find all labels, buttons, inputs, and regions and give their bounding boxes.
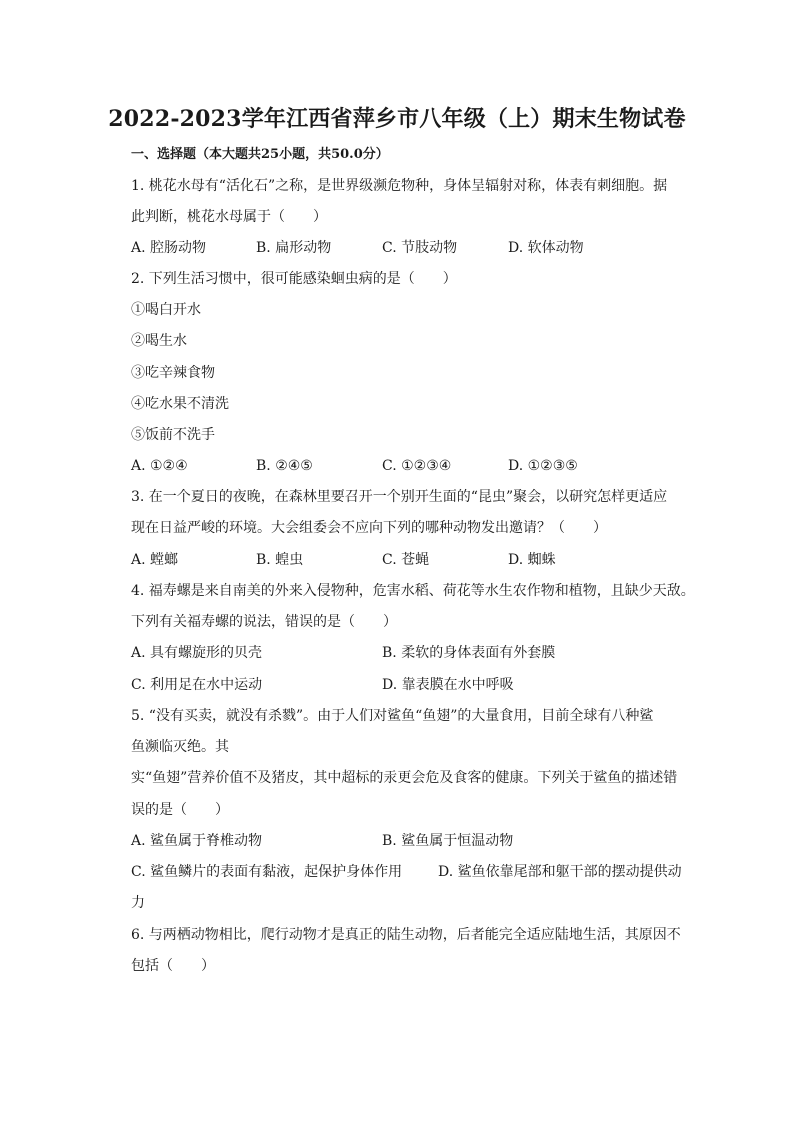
question-3-text-line-2: 现在日益严峻的环境。大会组委会不应向下列的哪种动物发出邀请？（ ）: [131, 520, 607, 536]
question-5-option-d: D. 鲨鱼依靠尾部和躯干部的摆动提供动: [438, 864, 682, 880]
question-3-option-b: B. 蝗虫: [256, 552, 304, 568]
question-4-option-b: B. 柔软的身体表面有外套膜: [382, 645, 556, 661]
question-2-option-b: B. ②④⑤: [256, 458, 313, 474]
question-2-item-1: ①喝白开水: [131, 302, 201, 318]
question-5-option-b: B. 鲨鱼属于恒温动物: [382, 833, 514, 849]
question-5-text-line-2: 鱼濒临灭绝。其: [131, 739, 229, 755]
question-4-text-line-1: 4. 福寿螺是来自南美的外来入侵物种，危害水稻、荷花等水生农作物和植物，且缺少天敌。: [131, 583, 695, 599]
question-6-text-line-1: 6. 与两栖动物相比，爬行动物才是真正的陆生动物，后者能完全适应陆地生活，其原因不: [131, 927, 681, 943]
question-5-option-d-wrap: 力: [131, 895, 145, 911]
question-3-option-d: D. 蜘蛛: [508, 552, 556, 568]
question-2-item-4: ④吃水果不清洗: [131, 396, 229, 412]
question-4-option-d: D. 靠表膜在水中呼吸: [382, 677, 514, 693]
question-4-text-line-2: 下列有关福寿螺的说法，错误的是（ ）: [131, 614, 397, 630]
question-2-option-c: C. ①②③④: [382, 458, 452, 474]
question-3-option-c: C. 苍蝇: [382, 552, 430, 568]
question-1-text-line-2: 此判断，桃花水母属于（ ）: [131, 209, 327, 225]
question-1-option-b: B. 扁形动物: [256, 240, 332, 256]
question-1-text-line-1: 1. 桃花水母有“活化石”之称，是世界级濒危物种，身体呈辐射对称，体表有刺细胞。据: [131, 178, 668, 194]
question-2-option-d: D. ①②③⑤: [508, 458, 578, 474]
question-1-option-a: A. 腔肠动物: [131, 240, 207, 256]
question-1-option-c: C. 节肢动物: [382, 240, 458, 256]
question-5-option-a: A. 鲨鱼属于脊椎动物: [131, 833, 263, 849]
question-6-text-line-2: 包括（ ）: [131, 958, 215, 974]
section-heading: 一、选择题（本大题共25小题，共50.0分）: [131, 147, 389, 162]
page-title: 2022-2023学年江西省萍乡市八年级（上）期末生物试卷: [108, 106, 686, 132]
question-1-option-d: D. 软体动物: [508, 240, 584, 256]
question-5-text-line-3: 实“鱼翅”营养价值不及猪皮，其中超标的汞更会危及食客的健康。下列关于鲨鱼的描述错: [131, 770, 678, 786]
question-4-option-c: C. 利用足在水中运动: [131, 677, 263, 693]
question-2-text-line-1: 2. 下列生活习惯中，很可能感染蛔虫病的是（ ）: [131, 271, 457, 287]
question-5-text-line-1: 5. “没有买卖，就没有杀戮”。由于人们对鲨鱼“鱼翅”的大量食用，目前全球有八种鲨: [131, 708, 654, 724]
question-2-item-2: ②喝生水: [131, 333, 187, 349]
question-3-text-line-1: 3. 在一个夏日的夜晚，在森林里要召开一个别开生面的“昆虫”聚会，以研究怎样更适应: [131, 489, 668, 505]
question-2-option-a: A. ①②④: [131, 458, 188, 474]
question-4-option-a: A. 具有螺旋形的贝壳: [131, 645, 263, 661]
question-5-option-c: C. 鲨鱼鳞片的表面有黏液，起保护身体作用: [131, 864, 403, 880]
question-5-text-line-4: 误的是（ ）: [131, 802, 229, 818]
question-2-item-5: ⑤饭前不洗手: [131, 427, 215, 443]
question-3-option-a: A. 螳螂: [131, 552, 179, 568]
question-2-item-3: ③吃辛辣食物: [131, 365, 215, 381]
